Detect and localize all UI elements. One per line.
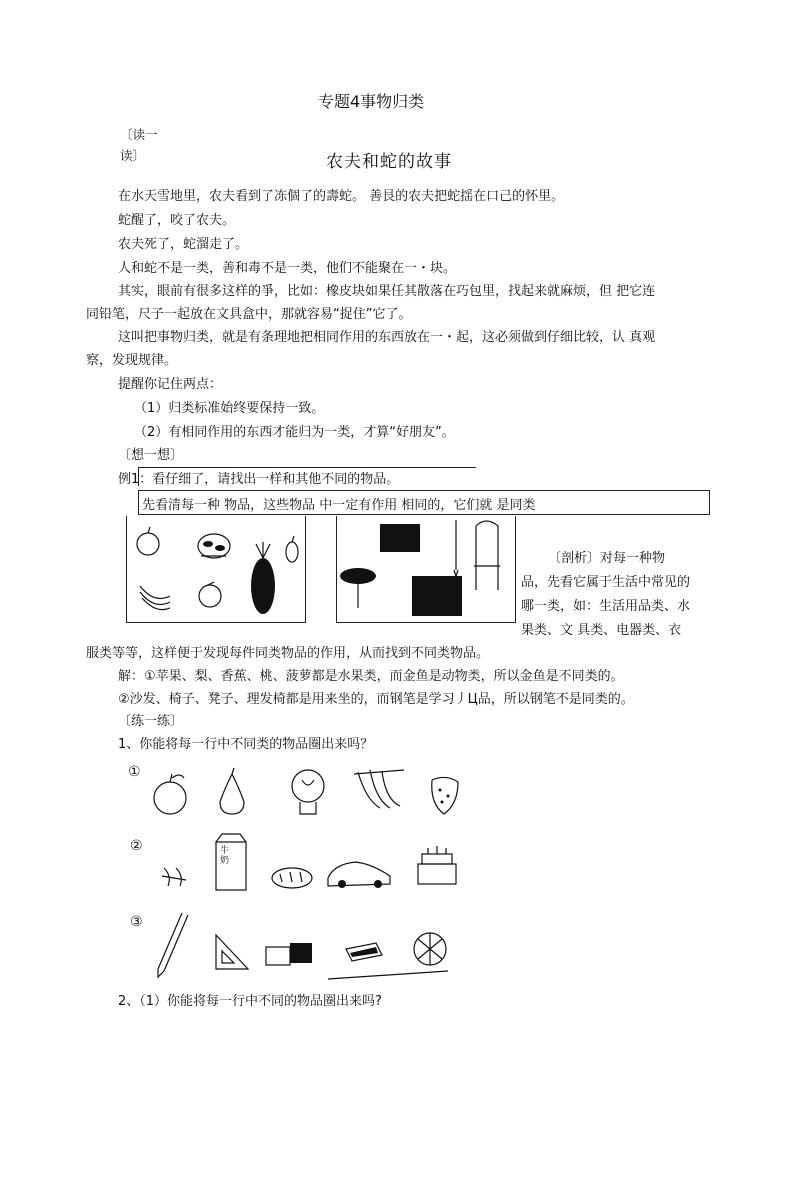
- pineapple-icon: [251, 542, 275, 614]
- page-title: 专题4事物归类: [318, 92, 425, 111]
- cake-icon: [418, 846, 456, 884]
- analysis-line: 品，先看它属于生活中常见的: [521, 575, 691, 590]
- goldfish-icon: [198, 534, 230, 558]
- story-line: 其实，眼前有很多这样的爭，比如：橡皮块如果任其散落在巧包里，找起来就麻烦，但 把它连: [118, 284, 656, 299]
- furniture-pen-picture: [336, 516, 516, 624]
- solution-line: ②沙发、椅子、凳子、理发椅都是用来坐的，而钢笔是学习丿Ц品，所以钢笔不是同类的。: [118, 692, 634, 707]
- story-line: 这叫把事物归类，就是有条理地把相同作用的东西放在一・起，这必须做到仔细比较，认 真观: [118, 330, 656, 345]
- story-line: 农夫死了，蛇溜走了。: [118, 237, 249, 252]
- ball-icon: [414, 933, 446, 965]
- practice-row-2: [128, 826, 468, 896]
- strawberry-icon: [432, 777, 458, 814]
- eraser-icon: [266, 943, 312, 965]
- cake-slice-icon: [346, 943, 382, 961]
- row-number: ①: [128, 764, 141, 780]
- practice-label: 〔练一练〕: [118, 714, 184, 729]
- story-line: 在水天雪地里，农夫看到了冻個了的壽蛇。 善艮的农夫把蛇揺在口己的怀里。: [118, 189, 565, 204]
- pear-icon: [220, 768, 244, 814]
- example-question: 例1：看仔细了，请找出一样和其他不同的物品。: [118, 472, 400, 487]
- pen-icon: [454, 520, 458, 576]
- toy-car-icon: [328, 862, 390, 888]
- analysis-line: 服类等等，这样便于发现每件同类物品的作用，从而找到不同类物品。: [86, 646, 490, 661]
- story-line: 蛇醒了，咬了农夫。: [118, 213, 236, 228]
- row-number: ③: [130, 914, 143, 930]
- set-square-icon: [216, 935, 248, 969]
- apple-icon: [137, 527, 159, 555]
- story-line: 察，发现规律。: [86, 353, 178, 368]
- read-label-line1: 〔读一: [120, 127, 158, 142]
- story-line: 同铅笔，尺子一起放在文具盒中，那就容易“捉住”它了。: [86, 307, 412, 322]
- analysis-line: 哪一类，如：生活用品类、水: [521, 599, 691, 614]
- stool-icon: [412, 576, 462, 616]
- banana-icon: [354, 770, 404, 808]
- reminder-item: （1）归类标准始终要保持一致。: [134, 401, 325, 416]
- story-line: 人和蛇不是一类，善和毒不是一类，他们不能聚在一・块。: [118, 261, 457, 276]
- hint-text: 先看清每一种 物品，这些物品 中一定有作用 相同的，它们就 是同类: [142, 498, 536, 513]
- analysis-line: 果类、文 具类、电器类、衣: [521, 623, 682, 638]
- pencil-icon: [158, 913, 188, 977]
- chair-icon: [474, 521, 500, 590]
- practice-question-1: 1、你能将每一行中不同类的物品圈出来吗？: [118, 737, 374, 752]
- banana-icon: [140, 586, 170, 610]
- toy-figure-icon: [162, 868, 186, 886]
- solution-line: 解：①苹果、梨、香蕉、桃、菠萝都是水果类，而金鱼是动物类，所以金鱼是不同类的。: [118, 669, 624, 684]
- peach-icon: [199, 582, 221, 607]
- practice-row-1: [128, 760, 468, 820]
- row-number: ②: [130, 838, 143, 854]
- milk-carton-label: 牛奶: [220, 846, 230, 866]
- story-title: 农夫和蛇的故事: [326, 152, 452, 172]
- analysis-line: 〔剖析〕对每一种物: [548, 551, 666, 566]
- barber-chair-icon: [340, 568, 376, 608]
- apple-icon: [154, 774, 186, 814]
- bread-icon: [272, 868, 312, 888]
- reminder-item: （2）有相同作用的东西才能归为一类，才算“好朋友”。: [134, 425, 455, 440]
- practice-question-2: 2、（1）你能将每一行中不同的物品圈出来吗?: [118, 994, 382, 1009]
- fruit-goldfish-picture: [126, 516, 306, 624]
- reminder-heading: 提醒你记住两点：: [118, 377, 223, 392]
- cabbage-icon: [292, 770, 324, 814]
- practice-row-3: [128, 905, 468, 985]
- sofa-icon: [380, 524, 420, 552]
- read-label-line2: 读〕: [120, 148, 146, 163]
- pear-icon: [286, 536, 298, 562]
- think-label: 〔想一想〕: [118, 448, 184, 463]
